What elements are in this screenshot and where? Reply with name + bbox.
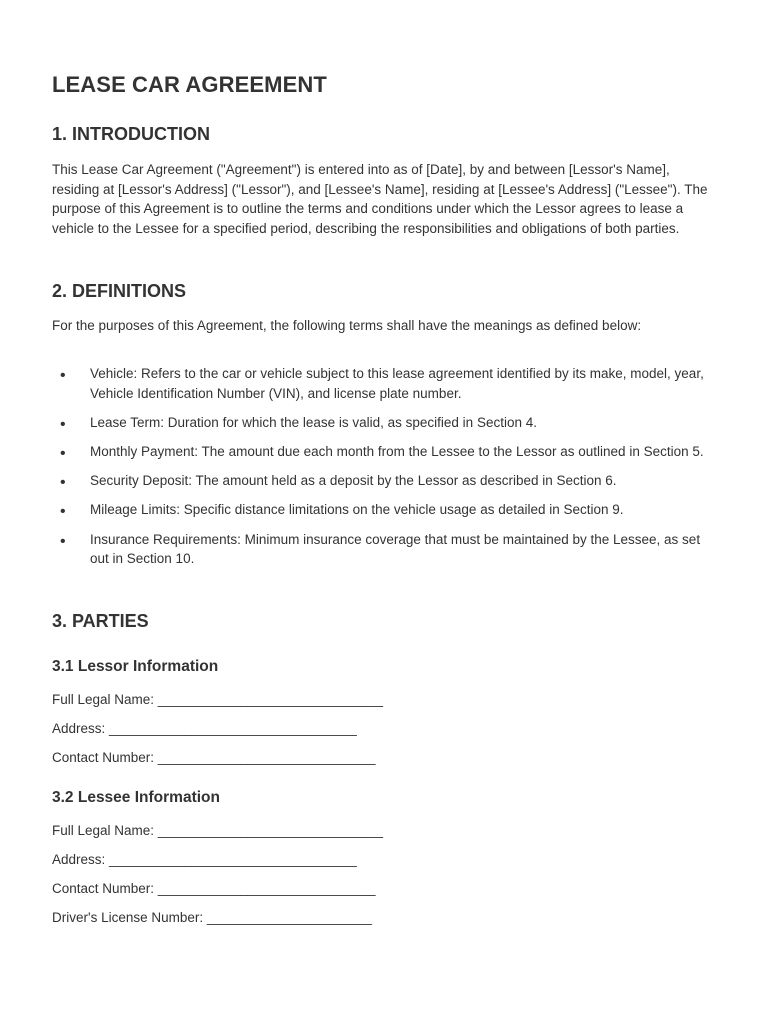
- bullet-icon: •: [60, 474, 66, 492]
- list-item: [52, 500, 722, 520]
- bullet-icon: •: [60, 367, 66, 384]
- lessor-full-name-field[interactable]: Full Legal Name: ______________________________: [52, 692, 384, 707]
- introduction-paragraph: This Lease Car Agreement ("Agreement") is entered into as of [Date], by and between [Lessor's Name], residing at [Lessor's Address] ("Lessor"), and [Lessee's Name], residing at [Lessee's Address] ("Lessee"). The purpose of this Agreement is to outline the terms and conditions under which the Lessor agrees to lease a vehicle to the Lessee for a specified period, describing the responsibilities and obligations of both parties.: [52, 162, 708, 236]
- section-heading-definitions: 2. DEFINITIONS: [52, 281, 187, 301]
- definitions-intro: For the purposes of this Agreement, the following terms shall have the meanings as defined below:: [52, 318, 642, 333]
- bullet-icon: •: [60, 415, 66, 433]
- subsection-heading-lessee: 3.2 Lessee Information: [52, 789, 220, 806]
- lessee-address-field[interactable]: Address: _________________________________: [52, 852, 357, 867]
- definitions-list: [52, 364, 722, 578]
- lessor-contact-field[interactable]: Contact Number: _____________________________: [52, 750, 376, 765]
- list-item: [52, 364, 722, 403]
- lessee-license-field[interactable]: Driver's License Number: ______________________: [52, 910, 373, 925]
- section-heading-parties: 3. PARTIES: [52, 611, 149, 631]
- definition-mileage-limits: Mileage Limits: Specific distance limitations on the vehicle usage as detailed in Section 9.: [90, 502, 624, 518]
- lessee-contact-field[interactable]: Contact Number: _____________________________: [52, 881, 376, 896]
- definition-vehicle: Vehicle: Refers to the car or vehicle subject to this lease agreement identified by its make, model, year, Vehicle Identification Number (VIN), and license plate number.: [90, 366, 704, 401]
- bullet-icon: •: [60, 503, 66, 521]
- list-item: [52, 413, 722, 433]
- bullet-icon: •: [60, 444, 66, 462]
- document-title: LEASE CAR AGREEMENT: [52, 72, 327, 97]
- definition-lease-term: Lease Term: Duration for which the lease is valid, as specified in Section 4.: [90, 414, 537, 430]
- list-item: [52, 442, 722, 462]
- bullet-icon: •: [60, 532, 66, 550]
- definition-insurance-requirements: Insurance Requirements: Minimum insurance coverage that must be maintained by the Lessee, as set out in Section 10.: [90, 531, 701, 567]
- section-heading-introduction: 1. INTRODUCTION: [52, 124, 211, 144]
- lessor-address-field[interactable]: Address: _________________________________: [52, 721, 357, 736]
- subsection-heading-lessor: 3.1 Lessor Information: [52, 658, 219, 675]
- lessee-full-name-field[interactable]: Full Legal Name: ______________________________: [52, 823, 384, 838]
- definition-security-deposit: Security Deposit: The amount held as a deposit by the Lessor as described in Section 6.: [90, 473, 617, 489]
- list-item: [52, 471, 722, 491]
- list-item: [52, 530, 722, 569]
- definition-monthly-payment: Monthly Payment: The amount due each month from the Lessee to the Lessor as outlined in Section 5.: [90, 443, 704, 459]
